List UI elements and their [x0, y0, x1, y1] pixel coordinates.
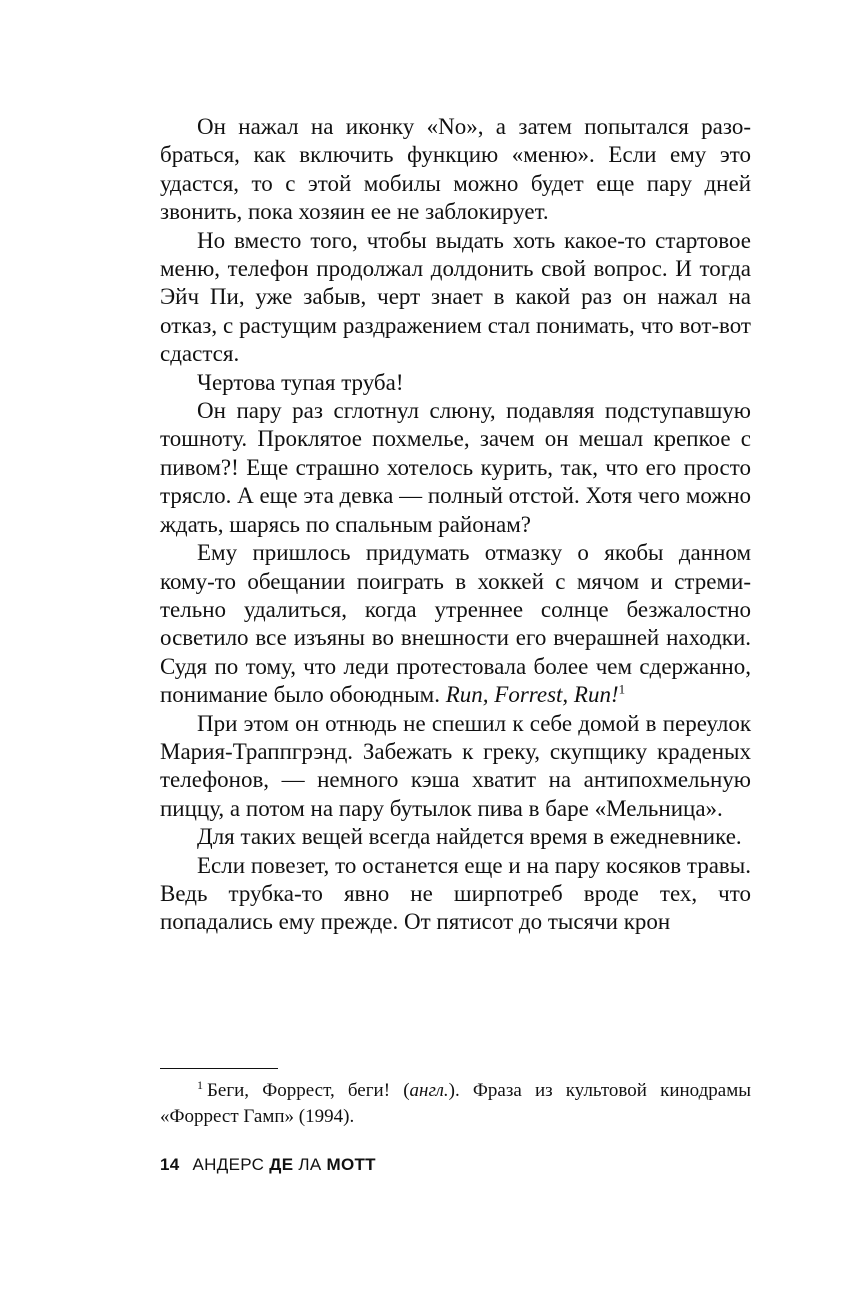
paragraph-2: Но вместо того, чтобы выдать хоть какое-то стартовое меню, телефон продолжал долдонить свой вопрос. И тогда Эйч Пи, уже забыв, черт знает в какой раз он нажал на отказ, с растущим раздражением стал понимать, что вот-вот сдастся.	[160, 227, 751, 367]
footnote-paragraph	[160, 1078, 751, 1130]
footnote-italic: англ.	[409, 1080, 449, 1101]
running-footer	[160, 1155, 376, 1175]
footnote-text-before: Беги, Форрест, беги! (	[207, 1080, 410, 1101]
page-number: 14	[160, 1155, 180, 1174]
footnote-text-after: ). Фраза из культовой кинодрамы «Форрест Гамп» (1994).	[160, 1080, 752, 1127]
paragraph-4: Он пару раз сглотнул слюну, подавляя подступавшую тошноту. Проклятое похмелье, зачем он мешал крепкое с пивом?! Еще страшно хотелось курить, так, что его просто трясло. А еще эта девка — полный отстой. Хотя чего можно ждать, шарясь по спальным районам?	[160, 398, 751, 537]
paragraph-1: Он нажал на иконку «No», а затем попытался разобраться, как включить функцию «меню». Если ему это удастся, то с этой мобилы можно будет еще пару дней звонить, пока хозяин ее не заблокирует.	[160, 114, 751, 225]
paragraph-3: Чертова тупая труба!	[197, 369, 404, 395]
paragraph-8: Если повезет, то останется еще и на пару косяков травы. Ведь трубка-то явно не ширпотреб вроде тех, что попадались ему прежде. От пятисот до тысячи крон	[160, 852, 751, 935]
paragraph-5-text: Ему пришлось придумать отмазку о якобы данном кому-то обещании поиграть в хоккей с мячом и стремительно удалиться, когда утреннее солнце безжалостно осветило все изъяны во внешности его вчерашней находки. Судя по тому, что леди протестовала более чем сдержанно, понимание было обоюдным.	[160, 540, 751, 708]
paragraph-7: Для таких вещей всегда найдется время в ежедневнике.	[197, 824, 742, 850]
footnote	[160, 1078, 751, 1130]
author-mott: МОТТ	[326, 1155, 376, 1174]
body-text	[160, 113, 751, 937]
paragraph-6: При этом он отнюдь не спешил к себе домой в переулок Мария-Траппгрэнд. Забежать к греку, скупщику краденых телефонов, — немного кэша хватит на антипохмельную пиццу, а потом на пару бутылок пива в баре «Мельница».	[160, 710, 751, 821]
run-forrest-italic: Run, Forrest, Run!	[445, 682, 619, 708]
author-de: ДЕ	[269, 1155, 294, 1174]
paragraph-5	[160, 539, 751, 709]
footnote-reference[interactable]: 1	[618, 681, 626, 697]
author-la: ЛА	[298, 1155, 322, 1174]
footnote-mark: 1	[197, 1077, 203, 1092]
author-first-name: АНДЕРС	[192, 1155, 265, 1174]
footnote-divider	[160, 1068, 278, 1069]
